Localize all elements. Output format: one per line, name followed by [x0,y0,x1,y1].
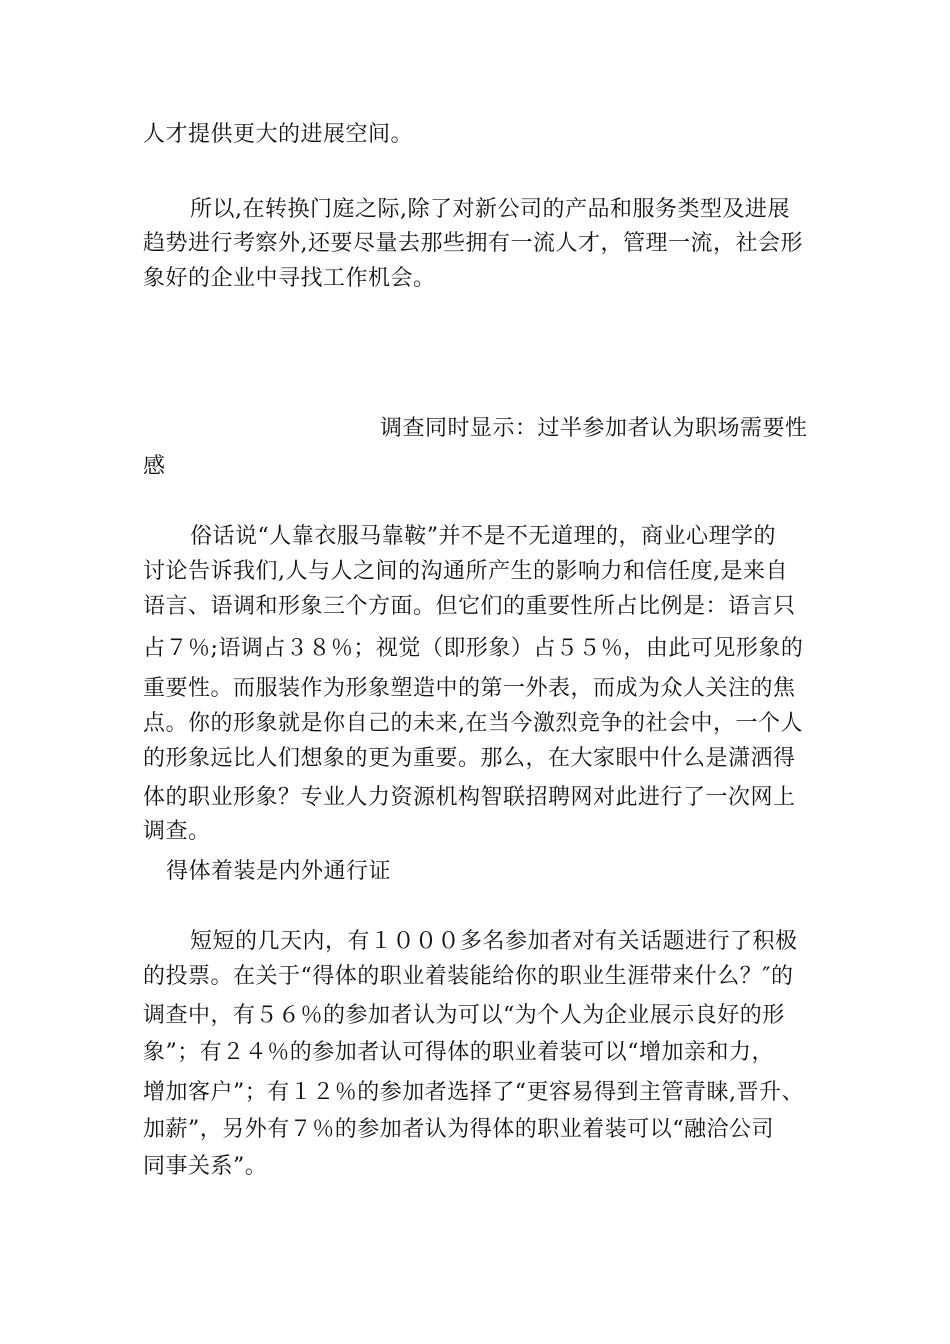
paragraph-3-line-6: 点。你的形象就是你自己的未来,在当今激烈竞争的社会中，一个人 [143,711,803,736]
paragraph-4-line-4: 象”；有２４％的参加者认可得体的职业着装可以“增加亲和力， [143,1040,774,1065]
paragraph-3-line-4: 占７％;语调占３８％；视觉（即形象）占５５％，由此可见形象的 [143,636,804,661]
paragraph-4-line-6: 加薪”，另外有７％的参加者认为得体的职业着装可以“融洽公司 [143,1117,774,1142]
paragraph-4-line-2: 的投票。在关于“得体的职业着装能给你的职业生涯带来什么？″的 [143,964,794,989]
subheading: 得体着装是内外通行证 [166,859,392,884]
paragraph-3-line-3: 语言、语调和形象三个方面。但它们的重要性所占比例是：语言只 [143,594,796,619]
paragraph-3-line-9: 调查。 [143,819,211,844]
paragraph-2-line-2: 趋势进行考察外,还要尽量去那些拥有一流人才，管理一流，社会形 [143,231,803,256]
paragraph-2-line-1: 所以,在转换门庭之际,除了对新公司的产品和服务类型及进展 [190,197,790,222]
paragraph-3-line-7: 的形象远比人们想象的更为重要。那么，在大家眼中什么是潇洒得 [143,746,796,771]
paragraph-4-line-1: 短短的几天内，有１０００多名参加者对有关话题进行了积极 [190,929,798,954]
paragraph-3-line-8: 体的职业形象？专业人力资源机构智联招聘网对此进行了一次网上 [143,785,796,810]
paragraph-3-line-5: 重要性。而服装作为形象塑造中的第一外表，而成为众人关注的焦 [143,676,796,701]
section-heading-line-2: 感 [143,454,166,479]
paragraph-4-line-5: 增加客户”；有１２％的参加者选择了“更容易得到主管青睐,晋升、 [143,1080,804,1105]
paragraph-1-line-1: 人才提供更大的进展空间。 [143,122,414,147]
paragraph-4-line-7: 同事关系”。 [143,1154,268,1179]
paragraph-2-line-3: 象好的企业中寻找工作机会。 [143,266,436,291]
paragraph-3-line-2: 讨论告诉我们,人与人之间的沟通所产生的影响力和信任度,是来自 [143,559,788,584]
paragraph-4-line-3: 调查中，有５６％的参加者认为可以“为个人为企业展示良好的形 [143,1003,785,1028]
paragraph-3-line-1: 俗话说“人靠衣服马靠鞍”并不是不无道理的，商业心理学的 [190,524,776,549]
section-heading-line-1: 调查同时显示：过半参加者认为职场需要性 [380,416,808,441]
